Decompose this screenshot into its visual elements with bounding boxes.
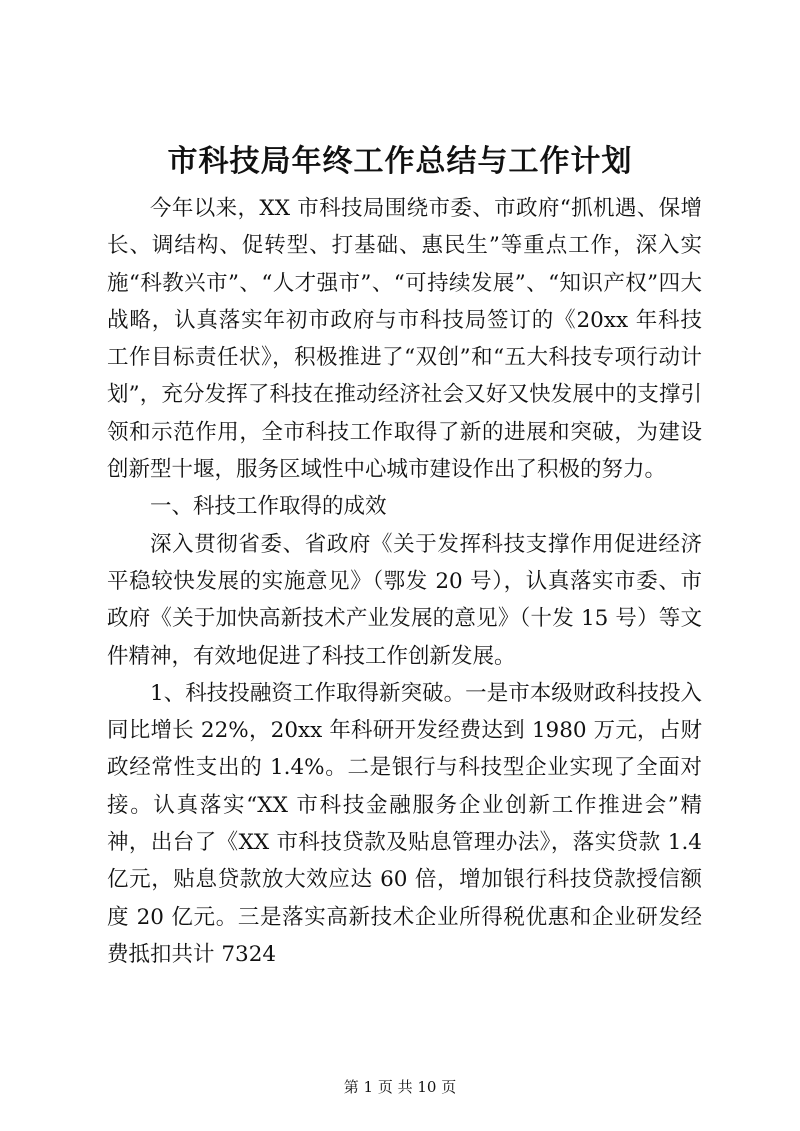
document-body — [107, 190, 702, 973]
paragraph-investment: 1、科技投融资工作取得新突破。一是市本级财政科技投入同比增长 22%，20xx 年科研开发经费达到 1980 万元，占财政经常性支出的 1.4%。二是银行与科技型企业实现了全面对接。认真落实“XX 市科技金融服务企业创新工作推进会”精神，出台了《XX 市科技贷款及贴息管理办法》，落实贷款 1.4 亿元，贴息贷款放大效应达 60 倍，增加银行科技贷款授信额度 20 亿元。三是落实高新技术企业所得税优惠和企业研发经费抵扣共计 7324 — [107, 680, 702, 967]
paragraph-implementation: 深入贯彻省委、省政府《关于发挥科技支撑作用促进经济平稳较快发展的实施意见》（鄂发 20 号），认真落实市委、市政府《关于加快高新技术产业发展的意见》（十发 15 号）等文件精神，有效地促进了科技工作创新发展。 — [107, 531, 702, 669]
section-heading: 一、科技工作取得的成效 — [150, 494, 387, 520]
document-title: 市科技局年终工作总结与工作计划 — [167, 144, 633, 179]
paragraph-intro: 今年以来，XX 市科技局围绕市委、市政府“抓机遇、保增长、调结构、促转型、打基础、惠民生”等重点工作，深入实施“科教兴市”、“人才强市”、“可持续发展”、“知识产权”四大战略，认真落实年初市政府与市科技局签订的《20xx 年科技工作目标责任状》，积极推进了“双创”和“五大科技专项行动计划”，充分发挥了科技在推动经济社会又好又快发展中的支撑引领和示范作用，全市科技工作取得了新的进展和突破，为建设创新型十堰，服务区域性中心城市建设作出了积极的努力。 — [107, 196, 702, 483]
page-footer: 第 1 页 共 10 页 — [343, 1078, 457, 1096]
